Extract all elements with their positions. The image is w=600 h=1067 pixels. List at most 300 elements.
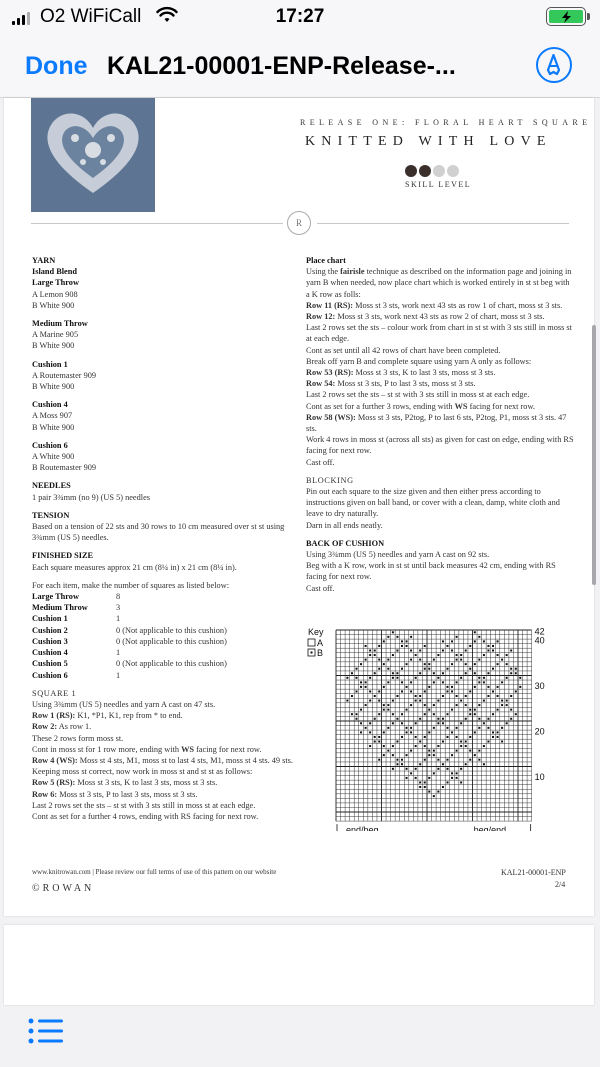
- stitch-b: [460, 781, 462, 783]
- page-number: 2/4: [555, 880, 566, 889]
- skill-dot: [419, 165, 431, 177]
- stitch-b: [447, 645, 449, 647]
- stitch-b: [483, 677, 485, 679]
- cushion-1-heading: Cushion 1: [32, 359, 68, 369]
- stitch-b: [392, 768, 394, 770]
- stitch-b: [506, 677, 508, 679]
- tension-heading: TENSION: [32, 510, 70, 520]
- stitch-b: [447, 668, 449, 670]
- stitch-b: [492, 668, 494, 670]
- instruction-line: Keeping moss st correct, now work in moss st and st st as follows:: [32, 767, 253, 777]
- stitch-b: [424, 663, 426, 665]
- stitch-b: [396, 650, 398, 652]
- stitch-b: [510, 668, 512, 670]
- cushion-4-heading: Cushion 4: [32, 400, 68, 410]
- stitch-b: [396, 759, 398, 761]
- stitch-b: [437, 759, 439, 761]
- skill-dot: [447, 165, 459, 177]
- stitch-b: [497, 654, 499, 656]
- stitch-b: [437, 654, 439, 656]
- stitch-b: [387, 704, 389, 706]
- stitch-b: [356, 718, 358, 720]
- stitch-b: [465, 650, 467, 652]
- list-icon[interactable]: [28, 1017, 64, 1045]
- stitch-b: [369, 654, 371, 656]
- stitch-b: [360, 663, 362, 665]
- stitch-b: [447, 727, 449, 729]
- stitch-b: [465, 718, 467, 720]
- stitch-b: [510, 718, 512, 720]
- item-count-row: [32, 658, 300, 669]
- stitch-b: [510, 709, 512, 711]
- item-count-list: [32, 591, 300, 681]
- chart-row-label: 42: [534, 626, 545, 637]
- stitch-b: [501, 681, 503, 683]
- stitch-b: [442, 681, 444, 683]
- stitch-b: [506, 654, 508, 656]
- stitch-b: [374, 695, 376, 697]
- stitch-b: [365, 659, 367, 661]
- stitch-b: [419, 659, 421, 661]
- stitch-b: [410, 659, 412, 661]
- stitch-b: [392, 631, 394, 633]
- instruction-line: Break off yarn B and complete square using yarn A only as follows:: [306, 356, 532, 366]
- yarn-line: A Lemon 908: [32, 289, 78, 299]
- stitch-b: [383, 640, 385, 642]
- stitch-b: [478, 677, 480, 679]
- stitch-b: [442, 695, 444, 697]
- stitch-b: [478, 759, 480, 761]
- stitch-b: [456, 777, 458, 779]
- stitch-b: [392, 745, 394, 747]
- stitch-b: [387, 727, 389, 729]
- stitch-b: [406, 754, 408, 756]
- stitch-b: [424, 736, 426, 738]
- stitch-b: [442, 672, 444, 674]
- instruction-line: Row 4 (WS): Moss st 4 sts, M1, moss st to last 4 sts, M1, moss st 4 sts. 49 sts.: [32, 755, 293, 765]
- item-label: Cushion 4: [32, 648, 68, 658]
- stitch-b: [383, 754, 385, 756]
- stitch-b: [460, 677, 462, 679]
- stitch-b: [378, 645, 380, 647]
- stitch-b: [451, 650, 453, 652]
- stitch-b: [456, 636, 458, 638]
- instruction-line: Last 2 rows set the sts – st st with 3 sts still in moss st at each edge.: [32, 800, 256, 810]
- stitch-b: [378, 668, 380, 670]
- footer-url: www.knitrowan.com | Please review our full terms of use of this pattern on our website: [32, 868, 277, 876]
- item-value: 1: [116, 670, 121, 680]
- stitch-b: [465, 704, 467, 706]
- stitch-b: [442, 640, 444, 642]
- for-each-text: For each item, make the number of squares as listed below:: [32, 580, 229, 590]
- pdf-page: [4, 98, 594, 916]
- stitch-b: [387, 668, 389, 670]
- left-column: [32, 255, 300, 822]
- instruction-line: Cont as set until all 42 rows of chart have been completed.: [306, 345, 501, 355]
- stitch-b: [515, 668, 517, 670]
- stitch-b: [424, 668, 426, 670]
- stitch-b: [469, 709, 471, 711]
- stitch-b: [369, 700, 371, 702]
- stitch-b: [406, 709, 408, 711]
- stitch-b: [474, 672, 476, 674]
- stitch-b: [424, 786, 426, 788]
- stitch-b: [424, 759, 426, 761]
- stitch-b: [469, 750, 471, 752]
- divider: [317, 223, 569, 224]
- done-button[interactable]: Done: [25, 52, 88, 80]
- stitch-b: [424, 781, 426, 783]
- stitch-b: [410, 690, 412, 692]
- stitch-b: [497, 695, 499, 697]
- stitch-b: [378, 713, 380, 715]
- stitch-b: [483, 763, 485, 765]
- stitch-b: [497, 736, 499, 738]
- stitch-b: [460, 700, 462, 702]
- stitch-b: [396, 636, 398, 638]
- stitch-b: [396, 718, 398, 720]
- stitch-b: [451, 663, 453, 665]
- stitch-b: [374, 654, 376, 656]
- stitch-b: [351, 695, 353, 697]
- stitch-b: [451, 709, 453, 711]
- stitch-b: [401, 645, 403, 647]
- instruction-line: Using 3¾mm (US 5) needles and yarn A cast on 92 sts.: [306, 550, 490, 560]
- stitch-b: [460, 722, 462, 724]
- key-a-label: A: [317, 638, 324, 648]
- stitch-b: [401, 713, 403, 715]
- stitch-b: [451, 731, 453, 733]
- instruction-line: Row 11 (RS): Moss st 3 sts, work next 43 sts as row 1 of chart, moss st 3 sts.: [306, 300, 563, 310]
- instruction-line: Row 12: Moss st 3 sts, work next 43 sts as row 2 of chart, moss st 3 sts.: [306, 312, 545, 322]
- stitch-b: [383, 704, 385, 706]
- stitch-b: [406, 663, 408, 665]
- stitch-b: [415, 736, 417, 738]
- stitch-b: [478, 636, 480, 638]
- item-label: Large Throw: [32, 592, 79, 602]
- instruction-line: Cast off.: [306, 457, 335, 467]
- stitch-b: [515, 690, 517, 692]
- stitch-b: [351, 713, 353, 715]
- stitch-b: [456, 659, 458, 661]
- stitch-b: [506, 663, 508, 665]
- stitch-b: [460, 654, 462, 656]
- stitch-b: [356, 677, 358, 679]
- stitch-b: [360, 681, 362, 683]
- skill-dot: [405, 165, 417, 177]
- stitch-b: [447, 781, 449, 783]
- stitch-b: [410, 704, 412, 706]
- yarn-line: B White 900: [32, 341, 75, 351]
- skill-dot: [433, 165, 445, 177]
- stitch-b: [415, 768, 417, 770]
- instruction-line: Work 4 rows in moss st (across all sts) as given for cast on edge, ending with RS facing for next row.: [306, 435, 574, 456]
- stitch-b: [406, 686, 408, 688]
- item-count-row: [32, 625, 300, 636]
- stitch-b: [506, 704, 508, 706]
- item-count-row: [32, 602, 300, 613]
- stitch-b: [369, 722, 371, 724]
- stitch-b: [487, 650, 489, 652]
- stitch-b: [428, 663, 430, 665]
- yarn-line: B White 900: [32, 382, 75, 392]
- rowan-logo: ©ROWAN: [32, 883, 95, 894]
- item-count-row: [32, 670, 300, 681]
- stitch-b: [356, 690, 358, 692]
- stitch-b: [378, 759, 380, 761]
- item-count-row: [32, 591, 300, 602]
- stitch-b: [478, 659, 480, 661]
- release-heading: RELEASE ONE: FLORAL HEART SQUARE: [300, 118, 592, 127]
- stitch-b: [456, 654, 458, 656]
- item-label: Medium Throw: [32, 603, 88, 613]
- stitch-b: [419, 763, 421, 765]
- item-label: Cushion 3: [32, 636, 68, 646]
- item-label: Cushion 2: [32, 625, 68, 635]
- item-count-row: [32, 647, 300, 658]
- stitch-b: [469, 645, 471, 647]
- square-1-heading: SQUARE 1: [32, 688, 77, 698]
- stitch-b: [456, 736, 458, 738]
- stitch-b: [487, 695, 489, 697]
- stitch-b: [360, 731, 362, 733]
- stitch-b: [492, 650, 494, 652]
- key-b-label: B: [317, 648, 324, 658]
- stitch-b: [506, 722, 508, 724]
- stitch-b: [442, 722, 444, 724]
- stitch-b: [383, 731, 385, 733]
- item-label: Cushion 6: [32, 670, 68, 680]
- rowan-mark: R: [287, 211, 311, 235]
- cushion-6-heading: Cushion 6: [32, 440, 68, 450]
- stitch-b: [437, 718, 439, 720]
- stitch-b: [501, 704, 503, 706]
- stitch-b: [419, 672, 421, 674]
- stitch-b: [428, 686, 430, 688]
- stitch-b: [351, 672, 353, 674]
- stitch-b: [369, 650, 371, 652]
- stitch-b: [519, 677, 521, 679]
- stitch-b: [401, 722, 403, 724]
- stitch-b: [392, 722, 394, 724]
- stitch-b: [374, 718, 376, 720]
- heart-square-photo: [31, 98, 155, 212]
- yarn-line: A Marine 905: [32, 330, 79, 340]
- battery-icon: [546, 7, 586, 26]
- stitch-b: [478, 704, 480, 706]
- chart-row-label: 20: [534, 726, 545, 737]
- chart-end-label: beg/end: [473, 825, 507, 831]
- chart-key-label: Key: [308, 627, 324, 637]
- stitch-b: [346, 700, 348, 702]
- stitch-b: [415, 722, 417, 724]
- scrollbar[interactable]: [592, 325, 596, 585]
- stitch-b: [456, 772, 458, 774]
- stitch-b: [437, 768, 439, 770]
- stitch-b: [474, 686, 476, 688]
- key-swatch-a: [308, 639, 315, 646]
- large-throw-heading: Large Throw: [32, 278, 79, 288]
- carrier-label: O2 WiFiCall: [40, 6, 142, 27]
- stitch-b: [433, 713, 435, 715]
- instruction-line: Last 2 rows set the sts – colour work from chart in st st with 3 sts still in moss st at each edge.: [306, 323, 572, 344]
- stitch-b: [474, 754, 476, 756]
- stitch-b: [419, 650, 421, 652]
- stitch-b: [474, 731, 476, 733]
- stitch-b: [424, 645, 426, 647]
- stitch-b: [406, 640, 408, 642]
- item-value: 0 (Not applicable to this cushion): [116, 659, 227, 669]
- tension-text: Based on a tension of 22 sts and 30 rows to 10 cm measured over st st using 3¾mm (US 5) needles.: [32, 522, 285, 543]
- stitch-b: [392, 713, 394, 715]
- stitch-b: [406, 777, 408, 779]
- stitch-b: [460, 768, 462, 770]
- stitch-b: [469, 759, 471, 761]
- needles-text: 1 pair 3¾mm (no 9) (US 5) needles: [32, 492, 150, 502]
- stitch-b: [415, 700, 417, 702]
- stitch-b: [401, 681, 403, 683]
- stitch-b: [469, 736, 471, 738]
- stitch-b: [406, 645, 408, 647]
- stitch-b: [419, 741, 421, 743]
- stitch-b: [451, 777, 453, 779]
- stitch-b: [419, 700, 421, 702]
- yarn-line: B White 900: [32, 300, 75, 310]
- stitch-b: [437, 745, 439, 747]
- stitch-b: [478, 718, 480, 720]
- stitch-b: [392, 677, 394, 679]
- stitch-b: [424, 690, 426, 692]
- blocking-text: Pin out each square to the size given and then either press according to instructions given on ball band, or cover with a clean, damp, white cloth and leave to dry naturally.: [306, 487, 560, 519]
- stitch-b: [365, 681, 367, 683]
- key-dot-b: [311, 652, 313, 654]
- stitch-b: [428, 709, 430, 711]
- item-value: 1: [116, 648, 121, 658]
- stitch-b: [501, 659, 503, 661]
- stitch-b: [387, 750, 389, 752]
- stitch-b: [483, 745, 485, 747]
- stitch-b: [428, 777, 430, 779]
- stitch-b: [487, 741, 489, 743]
- stitch-b: [451, 686, 453, 688]
- stitch-b: [428, 731, 430, 733]
- stitch-b: [383, 745, 385, 747]
- instruction-line: Cont in moss st for 1 row more, ending with WS facing for next row.: [32, 744, 262, 754]
- markup-pen-icon[interactable]: [536, 47, 572, 83]
- stitch-b: [437, 722, 439, 724]
- back-of-cushion-heading: BACK OF CUSHION: [306, 538, 385, 548]
- stitch-b: [497, 686, 499, 688]
- next-pdf-page: [4, 925, 594, 1005]
- stitch-b: [497, 663, 499, 665]
- stitch-b: [387, 681, 389, 683]
- stitch-b: [465, 695, 467, 697]
- stitch-b: [406, 768, 408, 770]
- stitch-b: [474, 709, 476, 711]
- instruction-line: Cont as set for a further 4 rows, ending with RS facing for next row.: [32, 811, 259, 821]
- stitch-b: [456, 681, 458, 683]
- yarn-line: B White 900: [32, 422, 75, 432]
- instruction-line: Row 5 (RS): Moss st 3 sts, K to last 3 sts, moss st 3 sts.: [32, 778, 218, 788]
- item-value: 3: [116, 603, 121, 613]
- stitch-b: [369, 745, 371, 747]
- stitch-b: [433, 681, 435, 683]
- stitch-b: [410, 731, 412, 733]
- stitch-b: [424, 704, 426, 706]
- stitch-b: [451, 772, 453, 774]
- stitch-b: [465, 745, 467, 747]
- place-chart-heading: Place chart: [306, 256, 346, 265]
- stitch-b: [492, 690, 494, 692]
- stitch-b: [365, 727, 367, 729]
- stitch-b: [374, 650, 376, 652]
- stitch-b: [369, 731, 371, 733]
- stitch-b: [456, 750, 458, 752]
- stitch-b: [447, 759, 449, 761]
- stitch-b: [447, 713, 449, 715]
- stitch-b: [383, 709, 385, 711]
- stitch-b: [419, 718, 421, 720]
- stitch-b: [442, 650, 444, 652]
- instruction-line: Using 3¾mm (US 5) needles and yarn A cast on 47 sts.: [32, 699, 216, 709]
- stitch-b: [474, 631, 476, 633]
- stitch-b: [460, 741, 462, 743]
- stitch-b: [483, 640, 485, 642]
- stitch-b: [510, 650, 512, 652]
- stitch-b: [519, 686, 521, 688]
- stitch-b: [460, 659, 462, 661]
- stitch-b: [387, 659, 389, 661]
- stitch-b: [492, 731, 494, 733]
- stitch-b: [392, 700, 394, 702]
- stitch-b: [492, 736, 494, 738]
- stitch-b: [487, 727, 489, 729]
- stitch-b: [428, 750, 430, 752]
- item-count-row: [32, 636, 300, 647]
- stitch-b: [392, 654, 394, 656]
- stitch-b: [469, 690, 471, 692]
- stitch-b: [410, 650, 412, 652]
- stitch-b: [483, 681, 485, 683]
- stitch-b: [447, 686, 449, 688]
- stitch-b: [401, 759, 403, 761]
- stitch-b: [442, 786, 444, 788]
- stitch-b: [497, 709, 499, 711]
- stitch-b: [501, 741, 503, 743]
- stitch-b: [433, 727, 435, 729]
- instruction-line: Row 58 (WS): Moss st 3 sts, P2tog, P to last 6 sts, P2tog, P1, moss st 3 sts. 47 sts.: [306, 412, 567, 434]
- stitch-b: [447, 690, 449, 692]
- stitch-b: [478, 681, 480, 683]
- stitch-b: [465, 672, 467, 674]
- yarn-line: A Routemaster 909: [32, 370, 97, 380]
- stitch-b: [497, 731, 499, 733]
- pattern-title: KNITTED WITH LOVE: [305, 134, 552, 149]
- stitch-b: [487, 686, 489, 688]
- stitch-b: [396, 672, 398, 674]
- stitch-b: [374, 736, 376, 738]
- stitch-b: [369, 677, 371, 679]
- stitch-b: [383, 686, 385, 688]
- stitch-b: [428, 668, 430, 670]
- stitch-b: [437, 791, 439, 793]
- clock: 17:27: [275, 6, 325, 27]
- stitch-b: [451, 640, 453, 642]
- stitch-b: [396, 677, 398, 679]
- stitch-b: [474, 713, 476, 715]
- darn-text: Darn in all ends neatly.: [306, 520, 383, 530]
- stitch-b: [437, 700, 439, 702]
